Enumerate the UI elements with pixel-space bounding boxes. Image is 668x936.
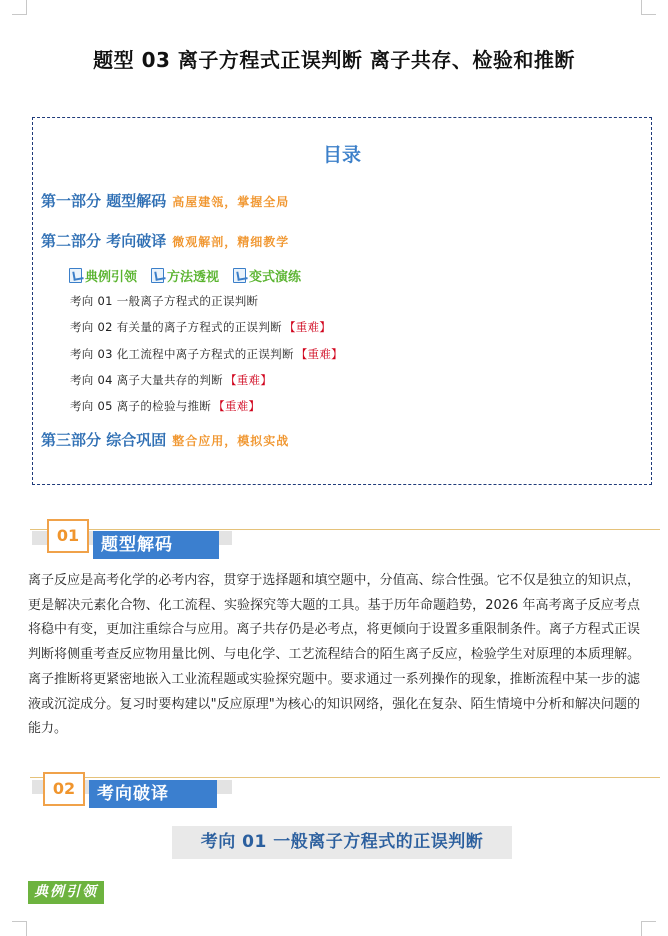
toc-title: 目录 xyxy=(322,144,361,166)
document-title: 题型 03 离子方程式正误判断 离子共存、检验和推断 xyxy=(93,48,575,72)
section-title-bar: 考向破译 xyxy=(89,780,217,808)
section-divider xyxy=(30,777,660,778)
section-title-bar: 题型解码 xyxy=(93,531,219,559)
hard-mark: 【重难】 xyxy=(213,399,261,413)
toc-tag-example[interactable] xyxy=(69,266,137,285)
toc-part-subtitle: 高屋建瓴，掌握全局 xyxy=(172,195,290,209)
toc-tag-label: 变式演练 xyxy=(249,270,302,285)
example-tag-badge: 典例引领 xyxy=(28,881,104,904)
toc-part-label: 第二部分 考向破译 xyxy=(41,232,167,250)
toc-part-subtitle: 微观解剖，精细教学 xyxy=(172,235,290,249)
hard-mark: 【重难】 xyxy=(224,373,273,387)
toc-direction-05[interactable] xyxy=(70,398,260,414)
toc-part-3[interactable] xyxy=(41,429,289,450)
toc-direction-label: 考向 01 一般离子方程式的正误判断 xyxy=(70,294,259,308)
crop-mark-bottom-right xyxy=(641,921,656,936)
checklist-icon xyxy=(69,268,82,283)
toc-direction-04[interactable] xyxy=(70,372,272,388)
toc-direction-label: 考向 04 离子大量共存的判断 xyxy=(70,373,223,387)
toc-part-subtitle: 整合应用，模拟实战 xyxy=(172,434,290,448)
toc-part-label: 第三部分 综合巩固 xyxy=(41,431,167,449)
toc-direction-01[interactable] xyxy=(70,293,258,309)
toc-part-2[interactable] xyxy=(41,230,289,251)
toc-direction-02[interactable] xyxy=(70,319,331,335)
toc-tag-practice[interactable] xyxy=(233,266,301,285)
toc-tag-label: 方法透视 xyxy=(167,270,220,285)
section-number: 01 xyxy=(47,519,89,553)
section-number: 02 xyxy=(43,772,85,806)
toc-tag-row xyxy=(69,266,301,285)
checklist-icon xyxy=(151,268,164,283)
toc-part-1[interactable] xyxy=(41,190,289,211)
hard-mark: 【重难】 xyxy=(283,320,332,334)
section-paragraph: 离子反应是高考化学的必考内容，贯穿于选择题和填空题中，分值高、综合性强。它不仅是独立的知识点，更是解决元素化合物、化工流程、实验探究等大题的工具。基于历年命题趋势，2026 年高考离子反应考点将稳中有变，更加注重综合与应用。离子共存仍是必考点，将更倾向于设置多重限制条件。离子方程式正误判断将侧重考查反应物用量比例、与电化学、工艺流程结合的陌生离子反应，检验学生对原理的本质理解。离子推断将更紧密地嵌入工业流程题或实验探究题中。要求通过一系列操作的现象，推断流程中某一步的滤液或沉淀成分。复习时要构建以"反应原理"为核心的知识网络，强化在复杂、陌生情境中分析和解决问题的能力。 xyxy=(28,573,640,737)
section-divider xyxy=(30,529,660,530)
hard-mark: 【重难】 xyxy=(295,347,343,361)
toc-direction-03[interactable] xyxy=(70,346,343,362)
toc-direction-label: 考向 05 离子的检验与推断 xyxy=(70,399,212,413)
toc-direction-label: 考向 02 有关量的离子方程式的正误判断 xyxy=(70,320,282,334)
direction-heading: 考向 01 一般离子方程式的正误判断 xyxy=(172,826,512,859)
crop-mark-top-right xyxy=(641,0,656,15)
table-of-contents xyxy=(32,117,652,485)
checklist-icon xyxy=(233,268,246,283)
toc-direction-label: 考向 03 化工流程中离子方程式的正误判断 xyxy=(70,347,294,361)
toc-part-label: 第一部分 题型解码 xyxy=(41,192,167,210)
toc-tag-label: 典例引领 xyxy=(85,270,138,285)
toc-tag-method[interactable] xyxy=(151,266,219,285)
crop-mark-top-left xyxy=(12,0,27,15)
crop-mark-bottom-left xyxy=(12,921,27,936)
